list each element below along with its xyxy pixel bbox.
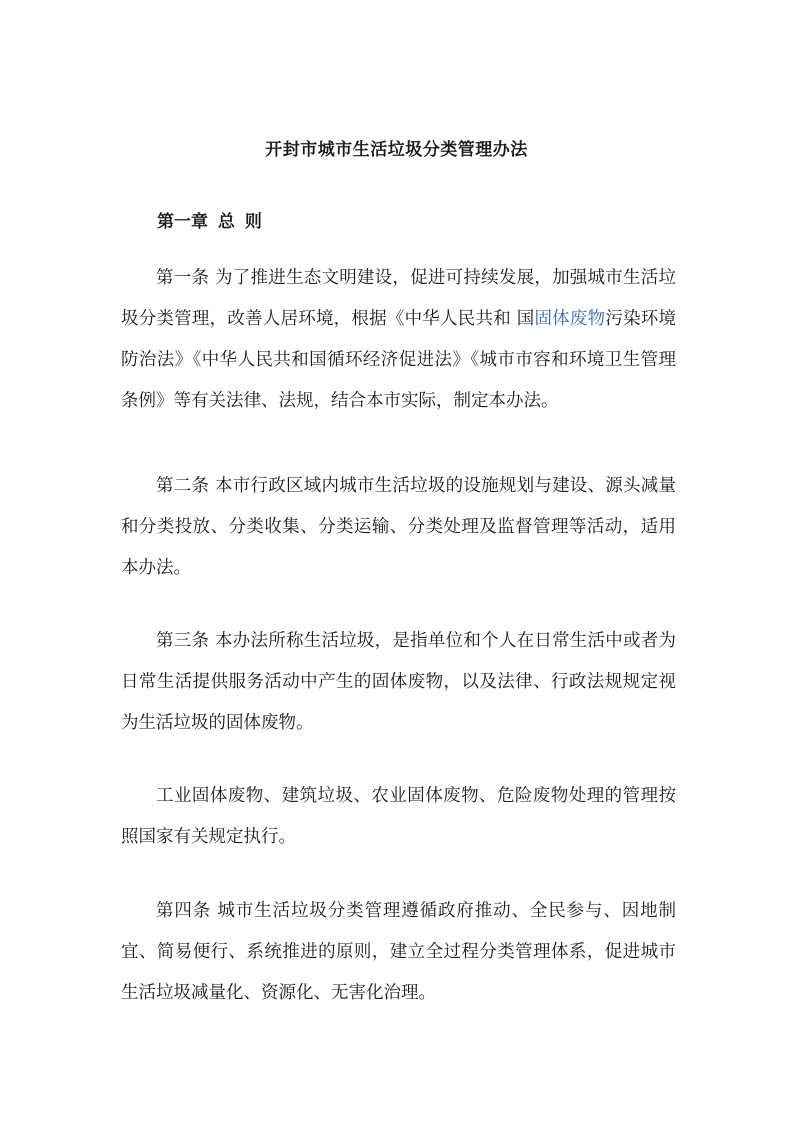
article-1-paragraph xyxy=(121,258,676,422)
solid-waste-link[interactable]: 固体废物 xyxy=(534,309,606,329)
article-4-paragraph: 第四条 城市生活垃圾分类管理遵循政府推动、全民参与、因地制宜、简易便行、系统推进的原则，建立全过程分类管理体系，促进城市生活垃圾减量化、资源化、无害化治理。 xyxy=(121,901,676,1003)
article-1-text-after: 污染环境防治法》《中华人民共和国循环经济促进法》《城市市容和环境卫生管理条例》等有关法律、法规，结合本市实际，制定本办法。 xyxy=(121,309,677,411)
article-3-continuation-paragraph: 工业固体废物、建筑垃圾、农业固体废物、危险废物处理的管理按照国家有关规定执行。 xyxy=(121,786,676,847)
article-3-paragraph: 第三条 本办法所称生活垃圾，是指单位和个人在日常生活中或者为日常生活提供服务活动中产生的固体废物，以及法律、行政法规规定视为生活垃圾的固体废物。 xyxy=(121,631,676,733)
document-title: 开封市城市生活垃圾分类管理办法 xyxy=(265,140,528,160)
chapter-heading: 第一章 总 则 xyxy=(157,212,262,232)
article-2-paragraph: 第二条 本市行政区域内城市生活垃圾的设施规划与建设、源头减量和分类投放、分类收集、分类运输、分类处理及监督管理等活动，适用本办法。 xyxy=(121,476,676,578)
article-1-text-before: 第一条 为了推进生态文明建设，促进可持续发展，加强城市生活垃圾分类管理，改善人居环境，根据《中华人民共和 国 xyxy=(121,268,676,329)
